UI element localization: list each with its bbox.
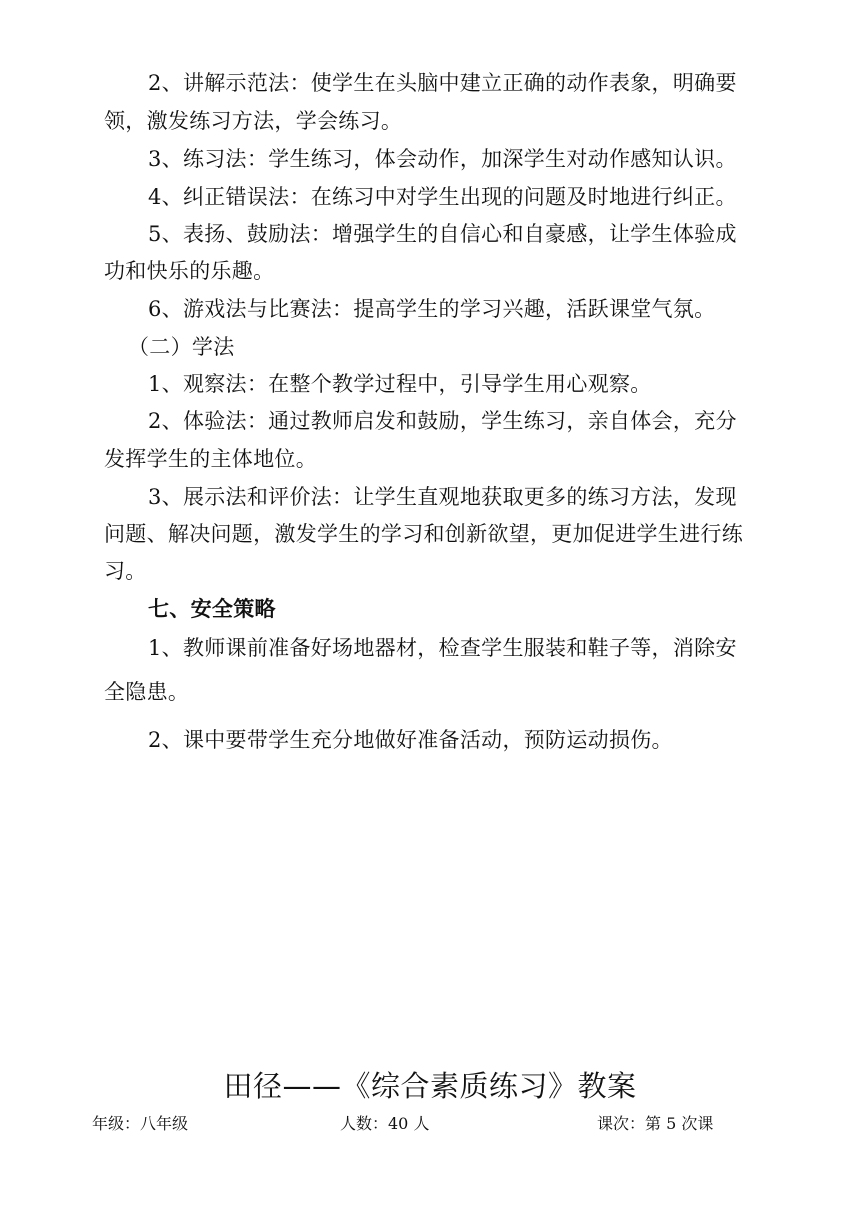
- text-line: 6、游戏法与比赛法：提高学生的学习兴趣，活跃课堂气氛。: [148, 297, 716, 321]
- student-count-label: 人数：40 人: [340, 1114, 430, 1133]
- text-line: 3、练习法：学生练习，体会动作，加深学生对动作感知认识。: [148, 147, 737, 171]
- text-line: 4、纠正错误法：在练习中对学生出现的问题及时地进行纠正。: [148, 185, 737, 209]
- text-line: 功和快乐的乐趣。: [104, 259, 275, 283]
- text-line: 2、体验法：通过教师启发和鼓励，学生练习，亲自体会，充分: [148, 409, 737, 433]
- text-line: 领，激发练习方法，学会练习。: [104, 109, 403, 133]
- text-line: 发挥学生的主体地位。: [104, 447, 317, 471]
- lesson-plan-title: 田径——《综合素质练习》教案: [223, 1069, 637, 1103]
- text-line: 2、课中要带学生充分地做好准备活动，预防运动损伤。: [148, 728, 673, 752]
- text-line: 问题、解决问题，激发学生的学习和创新欲望，更加促进学生进行练: [104, 522, 743, 546]
- text-line: 1、观察法：在整个教学过程中，引导学生用心观察。: [148, 372, 652, 396]
- lesson-number-label: 课次：第 5 次课: [597, 1114, 714, 1133]
- section-heading: 七、安全策略: [148, 597, 276, 621]
- text-line: 全隐患。: [104, 680, 190, 704]
- text-line: 习。: [104, 559, 147, 583]
- text-line: 1、教师课前准备好场地器材，检查学生服装和鞋子等，消除安: [148, 636, 737, 660]
- grade-label: 年级：八年级: [92, 1114, 189, 1133]
- text-line: 2、讲解示范法：使学生在头脑中建立正确的动作表象，明确要: [148, 71, 737, 95]
- text-line: 5、表扬、鼓励法：增强学生的自信心和自豪感，让学生体验成: [148, 222, 737, 246]
- text-line: 3、展示法和评价法：让学生直观地获取更多的练习方法，发现: [148, 485, 737, 509]
- subheading: （二）学法: [128, 335, 235, 359]
